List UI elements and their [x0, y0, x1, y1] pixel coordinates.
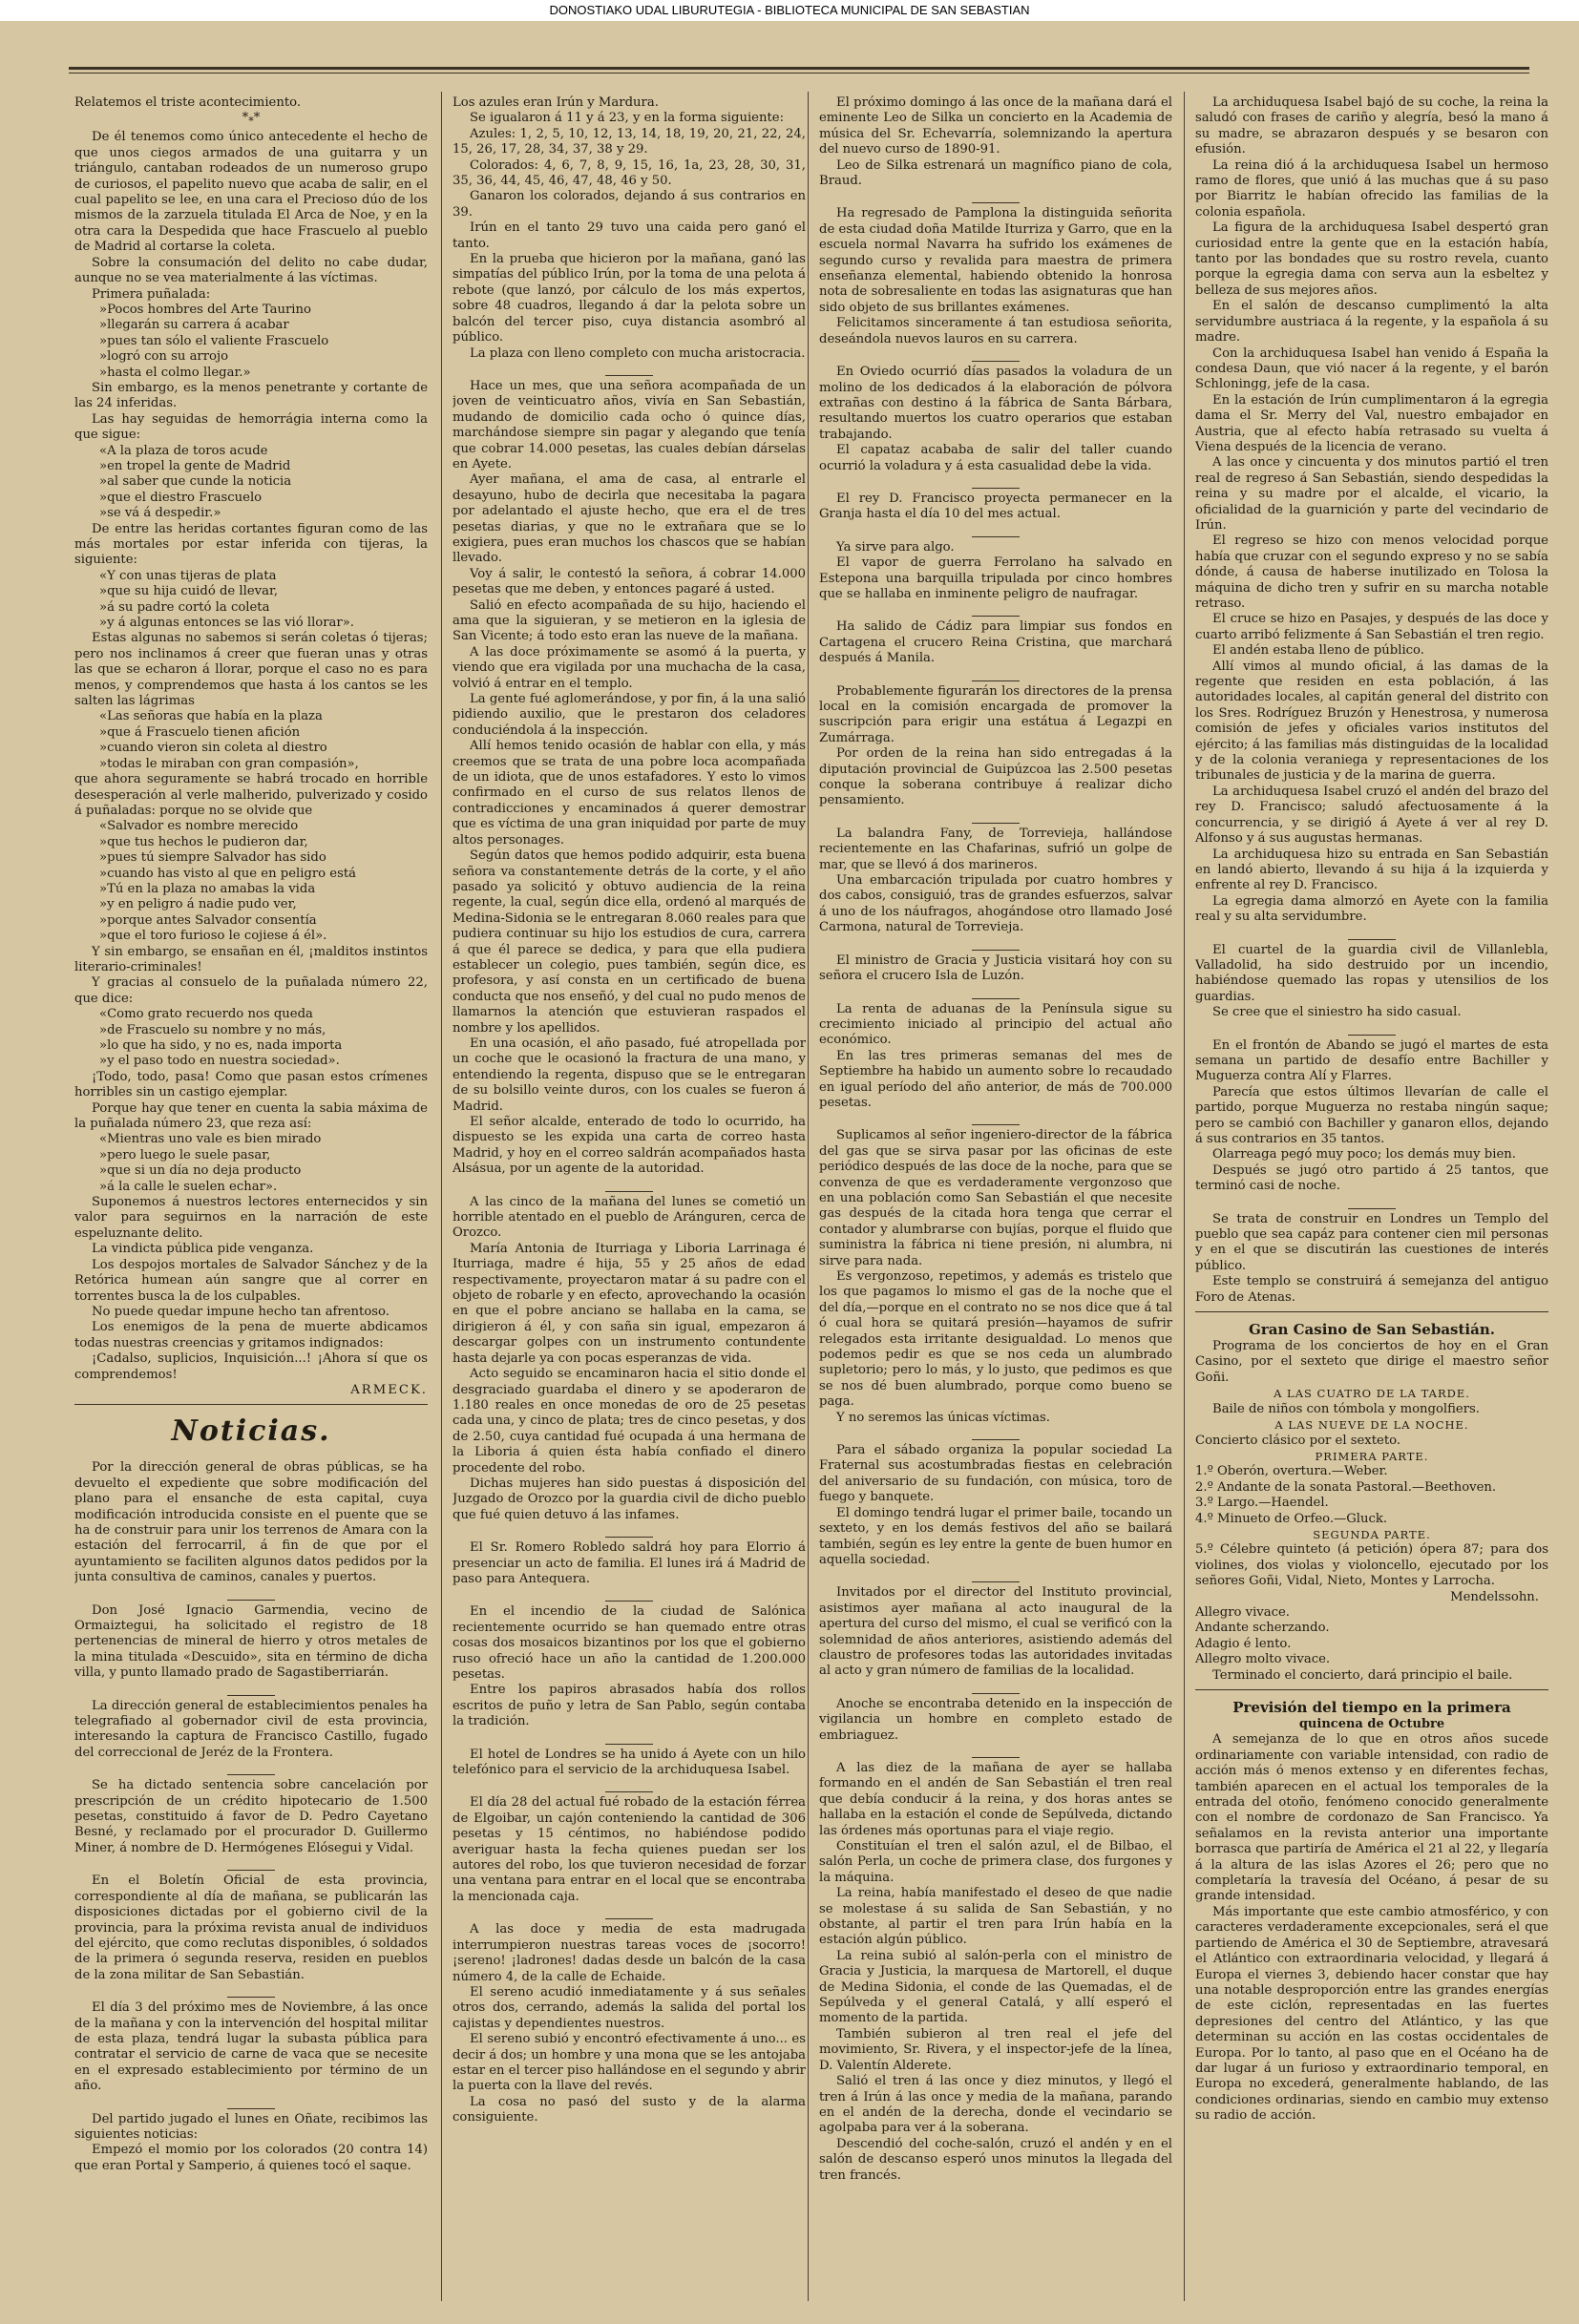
weather-title: Previsión del tiempo en la primera [1232, 1699, 1511, 1716]
paragraph: La reina dió á la archiduquesa Isabel un hermoso ramo de flores, que unió á las muchas que á su paso por Biarritz le habían ofrecido las familias de la colonia española. [1195, 157, 1548, 220]
paragraph: Salió en efecto acompañada de su hijo, haciendo el ama que la siguieran, y se metieron en la iglesia de San Vicente; á todo esto eran las nueve de la mañana. [453, 597, 806, 644]
news-item: A las diez de la mañana de ayer se hallaba formando en el andén de San Sebastián el tren real que debía conducir á la reina, y dos horas antes se hallaba en la estación el conde de Sepúlveda, dictando las órdenes más oportunas para el viaje regio. [819, 1760, 1172, 1838]
paragraph: Se cree que el siniestro ha sido casual. [1212, 1005, 1462, 1020]
separator [819, 1572, 1172, 1581]
news-item: A las doce y media de esta madrugada interrumpieron nuestras tareas voces de ¡socorro! ¡sereno! ¡ladrones! dadas desde un balcón de la casa número 4, de la calle de Echaide. [453, 1922, 806, 1984]
paragraph: Azules: 1, 2, 5, 10, 12, 13, 14, 18, 19, 20, 21, 22, 24, 15, 26, 17, 28, 34, 37, 38 y 29. [453, 126, 806, 157]
paragraph: El domingo tendrá lugar el primer baile, tocando un sexteto, y en los demás festivos del año se bailará también, según es ley entre la gente de buen humor en aquella sociedad. [819, 1505, 1172, 1567]
separator [453, 366, 806, 375]
paragraph: El señor alcalde, enterado de todo lo ocurrido, ha dispuesto se les expida una carta de correo hasta Madrid, y hoy en el correo saldrán acompañados hasta Alsásua, por un agente de la autoridad. [453, 1115, 806, 1177]
paragraph: Leo de Silka estrenará un magnífico piano de cola, Braud. [819, 157, 1172, 189]
section-rule [74, 1404, 428, 1405]
news-item: Anoche se encontraba detenido en la inspección de vigilancia un hombre en completo estado de embriaguez. [819, 1696, 1172, 1743]
paragraph: Y sin embargo, se ensañan en él, ¡malditos instintos literario-criminales! [74, 944, 428, 974]
news-item: Ha salido de Cádiz para limpiar sus fondos en Cartagena el crucero Reina Cristina, que marchará después á Manila. [819, 619, 1172, 666]
column-3 [819, 95, 1172, 2300]
paragraph: Descendió del coche-salón, cruzó el andén y en el salón de descanso esperó unos minutos la llegada del tren francés. [819, 2136, 1172, 2183]
paragraph: Salió el tren á las once y diez minutos, y llegó el tren á Irún á las once y media de la mañana, parando en el andén de la derecha, donde el vecindario se agolpaba para ver á la soberana. [819, 2074, 1172, 2136]
separator [453, 1734, 806, 1744]
paragraph: Los enemigos de la pena de muerte abdicamos todas nuestras creencias y gritamos indignados: [74, 1320, 428, 1350]
paragraph: La reina subió al salón-perla con el ministro de Gracia y Justicia, la marquesa de Martorell, el duque de Medina Sidonia, el conde de las Quemadas, el de Sepúlveda y el general Catalá, y allí esperó el momento de la partida. [819, 1948, 1172, 2026]
paragraph: Y gracias al consuelo de la puñalada número 22, que dice: [74, 975, 428, 1006]
paragraph: También subieron al tren real el jefe del movimiento, Sr. Rivera, y el inspector-jefe de la línea, D. Valentín Alderete. [819, 2026, 1172, 2073]
paragraph: La archiduquesa Isabel cruzó el andén del brazo del rey D. Francisco; saludó afectuosamente á la concurrencia, y se dirigió á Ayete á ver al rey D. Alfonso y á sus augustas hermanas. [1195, 784, 1548, 847]
paragraph: Constituían el tren el salón azul, el de Bilbao, el salón Perla, un coche de primera clase, dos furgones y la máquina. [819, 1839, 1172, 1885]
news-item: Suplicamos al señor ingeniero-director de la fábrica del gas que se sirva pasar por las oficinas de este periódico después de las doce de la noche, para que se convenza de que es verdaderamente vergonzoso que en una población como San Sebastián el que necesite gas después de la citada hora tenga que cerrar el contador y alumbrarse con bujías, porque el fluido que suministra la fábrica ni tiene presión, ni alumbra, ni sirve para nada. [819, 1128, 1172, 1268]
verse-line: »que si un día no deja producto [99, 1163, 302, 1179]
verse-line: »lo que ha sido, y no es, nada importa [99, 1038, 343, 1054]
column-divider [808, 92, 809, 2301]
paragraph: El regreso se hizo con menos velocidad porque había que cruzar con el segundo expreso y no se sabía dónde, á causa de haberse inutilizado en Tolosa la máquina de dicho tren y sufrir en su marcha notable retraso. [1195, 534, 1548, 611]
separator [819, 527, 1172, 536]
paragraph: Los azules eran Irún y Mardura. [453, 95, 659, 110]
paragraph: Este templo se construirá á semejanza del antiguo Foro de Atenas. [1195, 1274, 1548, 1305]
paragraph: Primera puñalada: [92, 286, 211, 302]
column-2 [453, 95, 806, 2300]
news-item: Se ha dictado sentencia sobre cancelación por prescripción de un crédito hipotecario de 1.500 pesetas, constituido á favor de D. Pedro Cayetano Besné, y reclamado por el procurador D. Guillermo Miner, á nombre de D. Hermógenes Elósegui y Vidal. [74, 1778, 428, 1855]
verse-line: »cuando vieron sin coleta al diestro [99, 741, 327, 756]
separator [819, 1748, 1172, 1757]
separator [819, 940, 1172, 950]
paragraph: La archiduquesa hizo su entrada en San Sebastián en landó abierto, llevando á su hija á la izquierda y enfrente al rey D. Francisco. [1195, 847, 1548, 893]
separator [453, 1182, 806, 1191]
paragraph: Baile de niños con tómbola y mongolfiers. [1212, 1401, 1480, 1416]
schedule-time: A LAS NUEVE DE LA NOCHE. [1274, 1418, 1469, 1433]
paragraph: Acto seguido se encaminaron hacia el sitio donde el desgraciado guardaba el dinero y se apoderaron de 1.180 reales en once monedas de oro de 25 pesetas cada una, y cinco de plata; tres de cinco pesetas, y dos de 2.50, cuya cantidad fué ocupada á una hermana de la Liboria á quien ésta había confiado el dinero procedente del robo. [453, 1367, 806, 1476]
movement: Adagio é lento. [1195, 1636, 1292, 1651]
paragraph: Terminado el concierto, dará principio el baile. [1212, 1667, 1513, 1683]
casino-title: Gran Casino de San Sebastián. [1249, 1321, 1495, 1339]
news-item: El día 28 del actual fué robado de la estación férrea de Elgoibar, un cajón conteniendo la cantidad de 306 pesetas y 15 céntimos, no habiéndose podido averiguar hasta la fecha quienes puedan ser los autores del robo, los que tuvieron necesidad de forzar una ventana para entrar en el local que se encontraba la mencionada caja. [453, 1795, 806, 1904]
paragraph: María Antonia de Iturriaga y Liboria Larrinaga é Iturriaga, madre é hija, 55 y 25 años de edad respectivamente, proyectaron matar á su padre con el objeto de robarle y en efecto, aprovechando la ocasión en que el pobre anciano se hallaba en la cama, se dirigieron á él, y con saña sin igual, empezaron á descargar golpes con un instrumento contundente hasta dejarle ya con pocas esperanzas de vida. [453, 1241, 806, 1366]
separator [453, 1591, 806, 1601]
separator [819, 193, 1172, 202]
paragraph: La plaza con lleno completo con mucha aristocracia. [470, 345, 806, 361]
paragraph: La figura de la archiduquesa Isabel despertó gran curiosidad entre la gente que en la estación había, tanto por las bondades que su rostro revela, cuanto porque la egregia dama con serva aun la esbeltez y belleza de sus mejores años. [1195, 220, 1548, 298]
separator [819, 671, 1172, 680]
paragraph: A las once y cincuenta y dos minutos partió el tren real de regreso á San Sebastián, siendo despedidas la reina y su madre por el alcalde, el vicario, la oficialidad de la guarnición y parte del vecindario de Irún. [1195, 455, 1548, 533]
separator [453, 1782, 806, 1791]
verse-line: »que el diestro Frascuelo [99, 490, 263, 505]
news-item: Ha regresado de Pamplona la distinguida señorita de esta ciudad doña Matilde Iturriza y Garro, que en la escuela normal Navarra ha sufrido los exámenes de segundo curso y revalida para maestra de primera enseñanza elemental, habiendo obtenido la honrosa nota de sobresaliente en todas las asignaturas que han sido objeto de sus brillantes exámenes. [819, 206, 1172, 315]
paragraph: La egregia dama almorzó en Ayete con la familia real y su alta servidumbre. [1195, 893, 1548, 925]
verse-line: »logró con su arrojo [99, 349, 229, 365]
paragraph: El cruce se hizo en Pasajes, y después de las doce y cuarto arribó felizmente á San Sebastián el tren regio. [1195, 612, 1548, 642]
paragraph: Dichas mujeres han sido puestas á disposición del Juzgado de Orozco por la guardia civil de dicho pueblo que fué quien detuvo á las infames. [453, 1476, 806, 1522]
verse-line: »cuando has visto al que en peligro está [99, 866, 357, 881]
program-item: 2.º Andante de la sonata Pastoral.—Beethoven. [1195, 1479, 1497, 1495]
program-composer: Mendelssohn. [1450, 1589, 1539, 1604]
paragraph: El sereno subió y encontró efectivamente á uno... es decir á dos; un hombre y una mona que se les antojaba estar en el tercer piso hallándose en el segundo y abrir la puerta con la llave del revés. [453, 2032, 806, 2094]
verse-line: »que á Frascuelo tienen afición [99, 724, 301, 740]
paragraph: Suponemos á nuestros lectores enternecidos y sin valor para seguirnos en la narración de este espeluznante delito. [74, 1195, 428, 1241]
verse-line: »y el paso todo en nuestra sociedad». [99, 1054, 340, 1069]
verse-line: »á la calle le suelen echar». [99, 1179, 278, 1194]
separator [819, 1115, 1172, 1124]
paragraph: Colorados: 4, 6, 7, 8, 9, 15, 16, 1a, 23, 28, 30, 31, 35, 36, 44, 45, 46, 47, 48, 46 y 50. [453, 157, 806, 189]
separator [453, 1527, 806, 1537]
paragraph: Los despojos mortales de Salvador Sánchez y de la Retórica humean aún sangre que al correr en torrentes busca la de los culpables. [74, 1257, 428, 1304]
paragraph: Allí hemos tenido ocasión de hablar con ella, y más creemos que se trata de una pobre loca acompañada de un idiota, que de unos estafadores. Y esto lo vimos confirmado en el curso de sus relatos llenos de contradicciones y encaminados á querer demostrar que es víctima de una gran iniquidad por parte de muy altos personages. [453, 739, 806, 848]
paragraph: Sin embargo, es la menos penetrante y cortante de las 24 inferidas. [74, 380, 428, 411]
verse-line: »porque antes Salvador consentía [99, 912, 317, 928]
separator [819, 1684, 1172, 1693]
column-1 [74, 95, 428, 2300]
paragraph: Las hay seguidas de hemorrágia interna como la que sigue: [74, 411, 428, 443]
paragraph: Después se jugó otro partido á 25 tantos, que terminó casi de noche. [1195, 1162, 1548, 1194]
paragraph: Más importante que este cambio atmosférico, y con caracteres verdaderamente excepcionales, será el que partiendo de América el 30 de Septiembre, atravesará el Atlántico con extraordinaria velocidad, y llegará á Europa el viernes 3, debiendo hacer constar que hay una notable desproporción entre las grandes energías de este ciclón, representadas en las fuertes depresiones del centro del Atlántico, y las que determinan su acción en las costas occidentales de Europa. Por lo tanto, al paso que en el Océano ha de dar lugar á un furioso y extraordinario temporal, en Europa no excederá, generalmente hablando, de las condiciones ordinarias, siendo en cambio muy extenso su radio de acción. [1195, 1904, 1548, 2124]
news-item: Hace un mes, que una señora acompañada de un joven de veinticuatro años, vivía en San Sebastián, mudando de domicilio cada ocho ó quince días, marchándose siempre sin pagar y alegando que tenía que cobrar 14.000 pesetas, las cuales debían dárselas en Ayete. [453, 378, 806, 471]
paragraph: Sobre la consumación del delito no cabe dudar, aunque no se vea materialmente á las víctimas. [74, 255, 428, 286]
separator [74, 1590, 428, 1600]
verse-line: »que tus hechos le pudieron dar, [99, 834, 308, 849]
paragraph: Felicitamos sinceramente á tan estudiosa señorita, deseándola nuevos lauros en su carrera. [819, 316, 1172, 346]
program-part: SEGUNDA PARTE. [1313, 1527, 1431, 1541]
news-item: Don José Ignacio Garmendia, vecino de Ormaiztegui, ha solicitado el registro de 18 pertenencias de mineral de hierro y otros metales de la mina titulada «Descuido», sita en término de dicha villa, y punto llamado prado de Sagastiberriarán. [74, 1602, 428, 1681]
paragraph: El vapor de guerra Ferrolano ha salvado en Estepona una barquilla tripulada por cinco hombres que se hallaba en inminente peligro de naufragar. [819, 555, 1172, 601]
paragraph: A las doce próximamente se asomó á la puerta, y viendo que era vigilada por una muchacha de la casa, volvió á entrar en el templo. [453, 644, 806, 691]
paragraph: Por orden de la reina han sido entregadas á la diputación provincial de Guipúzcoa las 2.500 pesetas conque la soberana contribuye á realizar dicho pensamiento. [819, 746, 1172, 808]
verse-line: »se vá á despedir.» [99, 506, 221, 521]
paragraph: Relatemos el triste acontecimiento. [74, 95, 302, 110]
program-part: PRIMERA PARTE. [1315, 1449, 1429, 1463]
paragraph: Porque hay que tener en cuenta la sabia máxima de la puñalada número 23, que reza así: [74, 1100, 428, 1132]
news-item: El hotel de Londres se ha unido á Ayete con un hilo telefónico para el servicio de la archiduquesa Isabel. [453, 1747, 806, 1778]
paragraph: En la estación de Irún cumplimentaron á la egregia dama el Sr. Merry del Val, nuestro embajador en Austria, que al efecto había retrasado su vuelta á Viena después de la licencia de verano. [1195, 392, 1548, 454]
news-item: En el incendio de la ciudad de Salónica recientemente ocurrido se han quemado entre otras cosas dos mosaicos bizantinos por los que el gobierno ruso ofreció hace un año la cantidad de 1.200.000 pesetas. [453, 1604, 806, 1682]
news-item: Para el sábado organiza la popular sociedad La Fraternal sus acostumbradas fiestas en celebración del aniversario de su fundación, con música, toro de fuego y banquete. [819, 1443, 1172, 1505]
verse-line: «Salvador es nombre merecido [99, 819, 299, 834]
paragraph: ¡Todo, todo, pasa! Como que pasan estos crímenes horribles sin un castigo ejemplar. [74, 1069, 428, 1100]
paragraph: Ganaron los colorados, dejando á sus contrarios en 39. [453, 189, 806, 220]
news-item: Por la dirección general de obras públicas, se ha devuelto el expediente que sobre modificación del plano para el ensanche de esta capital, cuya modificación introducida consiste en el puente que se ha de construir para unir los terrenos de Amara con la estación del ferrocarril, á fin de que por el ayuntamiento se faciliten algunos datos pedidos por la junta consultiva de caminos, canales y puertos. [74, 1460, 428, 1585]
paragraph: La cosa no pasó del susto y de la alarma consiguiente. [453, 2094, 806, 2125]
paragraph: Una embarcación tripulada por cuatro hombres y dos cabos, consiguió, tras de grandes esfuerzos, salvar á uno de los náufragos, ahogándose otro llamado José Carmona, natural de Torrevieja. [819, 873, 1172, 935]
library-header: DONOSTIAKO UDAL LIBURUTEGIA - BIBLIOTECA MUNICIPAL DE SAN SEBASTIAN [0, 0, 1579, 21]
paragraph: En las tres primeras semanas del mes de Septiembre ha habido un aumento sobre lo recaudado en igual período del año anterior, de más de 700.000 pesetas. [819, 1048, 1172, 1110]
program-item: 3.º Largo.—Haendel. [1195, 1496, 1329, 1511]
paragraph: Irún en el tanto 29 tuvo una caida pero ganó el tanto. [453, 220, 806, 251]
separator [453, 1909, 806, 1918]
verse-line: »al saber que cunde la noticia [99, 474, 292, 490]
news-item: Ya sirve para algo. [836, 539, 955, 555]
verse-line: «Mientras uno vale es bien mirado [99, 1132, 322, 1147]
news-item: Empezó el momio por los colorados (20 contra 14) que eran Portal y Samperio, á quienes tocó el saque. [74, 2143, 428, 2173]
paragraph: El capataz acababa de salir del taller cuando ocurrió la voladura y á esta casualidad debe la vida. [819, 443, 1172, 473]
separator [819, 351, 1172, 361]
verse-line: »que el toro furioso le cojiese á él». [99, 929, 327, 944]
paragraph: En la prueba que hicieron por la mañana, ganó las simpatías del público Irún, por la toma de una pelota á rebote (que lanzó, por cálculo de los más expertos, sobre 48 cuadros, llegando á dar la pelota sobre un balcón del tercer piso, cuya distancia asombró al público. [453, 252, 806, 345]
program-item: 1.º Oberón, overtura.—Weber. [1195, 1464, 1388, 1479]
paragraph: De él tenemos como único antecedente el hecho de que unos ciegos armados de una guitarra y un triángulo, cantaban rodeados de un numeroso grupo de curiosos, el papelito nuevo que acaba de salir, en el cual papelito se lee, en una cara el Precioso dúo de los mismos de la zarzuela titulada El Arca de Noe, y en la otra cara la Despedida que hace Frascuelo al pueblo de Madrid al cortarse la coleta. [74, 130, 428, 255]
news-item: En el frontón de Abando se jugó el martes de esta semana un partido de desafío entre Bachiller y Muguerza contra Alí y Flarres. [1195, 1037, 1548, 1084]
paragraph: De entre las heridas cortantes figuran como de las más mortales por estar inferida con tijeras, la siguiente: [74, 521, 428, 568]
news-item: En Oviedo ocurrió días pasados la voladura de un molino de los dedicados á la elaboración de pólvora extrañas con destino á la fábrica de Santa Bárbara, resultando muertos los cuatro operarios que estaban trabajando. [819, 365, 1172, 442]
program-item: 4.º Minueto de Orfeo.—Gluck. [1195, 1511, 1388, 1526]
paragraph: No puede quedar impune hecho tan afrentoso. [92, 1304, 389, 1319]
verse-line: «Y con unas tijeras de plata [99, 568, 277, 583]
paragraph: Se igualaron á 11 y á 23, y en la forma siguiente: [470, 111, 785, 126]
paragraph: que ahora seguramente se habrá trocado en horrible desesperación al verle malherido, pulverizado y cosido á puñaladas: porque no se olvide que [74, 772, 428, 818]
news-item: Probablemente figurarán los directores de la prensa local en la comisión encargada de promover la suscripción para erigir una estátua á Legazpi en Zumárraga. [819, 683, 1172, 745]
paragraph: Allí vimos al mundo oficial, á las damas de la regente que residen en esta población, á las autoridades locales, al capitán general del distrito con los Sres. Rodríguez Bruzón y Henestrosa, y numerosa comisión de jefes y oficiales varios institutos del ejército; á las familias más distinguidas de la localidad y de la colonia veraniega y representaciones de los tribunales de justicia y de la marina de guerra. [1195, 659, 1548, 784]
verse-line: »hasta el colmo llegar.» [99, 365, 251, 380]
verse-line: »en tropel la gente de Madrid [99, 458, 291, 473]
verse-line: »á su padre cortó la coleta [99, 599, 270, 615]
paragraph: Y no seremos las únicas víctimas. [836, 1410, 1050, 1425]
separator [819, 478, 1172, 488]
separator [1195, 1199, 1548, 1208]
paragraph: Según datos que hemos podido adquirir, esta buena señora va constantemente detrás de la corte, y el año pasado ya solicitó y obtuvo audiencia de la reina regente, la cual, según dice ella, ordenó al marqués de Medina-Sidonia se le entregaran 8.060 reales para que pudiera continuar su hijo los estudios de cura, carrera á que él parece se dedica, y para que ella pudiera establecer un colegio, pues también, según dice, es profesora, y así consta en un certificado de buena conducta que nos enseñó, y del cual no pudo menos de llamarnos la atención que estuvieran raspados el nombre y los apellidos. [453, 848, 806, 1036]
verse-line: »y á algunas entonces se las vió llorar». [99, 616, 354, 631]
separator [74, 2099, 428, 2108]
verse-line: »de Frascuelo su nombre y no más, [99, 1022, 326, 1037]
paragraph: En una ocasión, el año pasado, fué atropellada por un coche que le ocasionó la fractura de una mano, y entendiendo la regenta, dispuso que se le entregaran de su bolsillo veinte duros, con los cuales se fueron á Madrid. [453, 1036, 806, 1114]
news-item: A las cinco de la mañana del lunes se cometió un horrible atentado en el pueblo de Aránguren, cerca de Orozco. [453, 1194, 806, 1241]
separator [74, 1860, 428, 1870]
separator [74, 1685, 428, 1695]
column-4 [1195, 95, 1548, 2300]
paragraph: Es vergonzoso, repetimos, y además es tristelo que los que pagamos lo mismo el gas de la noche que el del día,—porque en el contrato no se nos dice que á tal ó cual hora se quitará presión—hayamos de sufrir relegados esta irritante desigualdad. Lo menos que podemos pedir es que se nos ceda un alumbrado supletorio; pero lo más, y lo justo, que pedimos es que se nos dé buen alumbrado, porque como bueno se paga. [819, 1269, 1172, 1410]
verse-line: »Tú en la plaza no amabas la vida [99, 881, 316, 896]
news-item: En el Boletín Oficial de esta provincia, correspondiente al día de mañana, se publicarán las disposiciones dictadas por el gobierno civil de la provincia, para la próxima revista anual de individuos del ejército, que como reclutas disponibles, ó soldados de la primera ó segunda reserva, residen en pueblos de la zona militar de San Sebastián. [74, 1874, 428, 1982]
section-rule [1195, 1311, 1548, 1312]
section-title-noticias: Noticias. [171, 1414, 331, 1449]
separator [819, 1430, 1172, 1439]
verse-line: »todas le miraban con gran compasión», [99, 756, 359, 771]
verse-line: »pues tú siempre Salvador has sido [99, 850, 326, 866]
movement: Allegro molto vivace. [1195, 1652, 1331, 1667]
paragraph: La gente fué aglomerándose, y por fin, á la una salió pidiendo auxilio, que le prestaron dos celadores conduciéndola á la inspección. [453, 692, 806, 738]
paragraph: A semejanza de lo que en otros años sucede ordinariamente con variable intensidad, con radio de acción más ó menos extenso y en diferentes fechas, también aparecen en el actual los temporales de la entrada del otoño, fenómeno conocido generalmente con el nombre de cordonazo de San Francisco. Ya señalamos en la revista anterior una importante borrasca que partiría de América el 21 al 22, y llegaría á la altura de las islas Azores el 26; pero que no completaría la travesía del Océano, á pesar de su grande intensidad. [1195, 1732, 1548, 1904]
paragraph: Concierto clásico por el sexteto. [1195, 1433, 1401, 1448]
news-item: El día 3 del próximo mes de Noviembre, á las once de la mañana y con la intervención del hospital militar de esta plaza, tendrá lugar la subasta pública para contratar el servicio de carne de vaca que se necesite en el expresado establecimiento por término de un año. [74, 2000, 428, 2094]
news-item: El ministro de Gracia y Justicia visitará hoy con su señora el crucero Isla de Luzón. [819, 953, 1172, 984]
paragraph: ¡Cadalso, suplicios, Inquisición...! ¡Ahora sí que os comprendemos! [74, 1351, 428, 1382]
paragraph: La reina, había manifestado el deseo de que nadie se molestase á su salida de San Sebastián, y no obstante, al partir el tren para Irún había en la estación algún público. [819, 1886, 1172, 1948]
verse-line: «Como grato recuerdo nos queda [99, 1007, 313, 1022]
separator [1195, 930, 1548, 939]
asterism: $*_**$ [242, 111, 261, 129]
column-divider [441, 92, 442, 2301]
news-item: Se trata de construir en Londres un Templo del pueblo que sea capáz para contener cien mil personas y en el que se discutirán las cuestiones de interés público. [1195, 1211, 1548, 1273]
movement: Andante scherzando. [1195, 1621, 1330, 1636]
paragraph: El sereno acudió inmediatamente y á sus señales otros dos, cerrando, además la salida del portal los cajistas y dependientes nuestros. [453, 1984, 806, 2031]
separator [74, 1765, 428, 1774]
news-item: Invitados por el director del Instituto provincial, asistimos ayer mañana al acto inaugural de la apertura del curso del mismo, el cual se verificó con la solemnidad de años anteriores, asistiendo además del claustro de profesores todas las autoridades invitadas al acto y gran número de familias de la localidad. [819, 1585, 1172, 1679]
paragraph: Entre los papiros abrasados había dos rollos escritos de puño y letra de San Pablo, según contaba la tradición. [453, 1683, 806, 1729]
paragraph: La vindicta pública pide venganza. [92, 1242, 314, 1257]
news-item: El Sr. Romero Robledo saldrá hoy para Elorrio á presenciar un acto de familia. El lunes irá á Madrid de paso para Antequera. [453, 1540, 806, 1586]
paragraph: Olarreaga pegó muy poco; los demás muy bien. [1212, 1147, 1516, 1162]
top-rule [69, 67, 1529, 70]
paragraph: La archiduquesa Isabel bajó de su coche, la reina la saludó con frases de cariño y alegría, besó la mano á su madre, se abrazaron después y se besaron con efusión. [1195, 95, 1548, 157]
verse-line: »llegarán su carrera á acabar [99, 318, 289, 333]
verse-line: »pues tan sólo el valiente Frascuelo [99, 333, 329, 348]
paragraph: Programa de los conciertos de hoy en el Gran Casino, por el sexteto que dirige el maestro señor Goñi. [1195, 1339, 1548, 1385]
section-rule [1195, 1689, 1548, 1690]
paragraph: Con la archiduquesa Isabel han venido á España la condesa Daun, que vió nacer á la regente, y el barón Schloningg, jefe de la casa. [1195, 345, 1548, 392]
verse-line: «A la plaza de toros acude [99, 443, 268, 458]
news-item: La dirección general de establecimientos penales ha telegrafiado al gobernador civil de esta provincia, interesando la captura de Francisco Castillo, fugado del correccional de Jeréz de la Frontera. [74, 1698, 428, 1760]
movement: Allegro vivace. [1195, 1604, 1291, 1620]
paragraph: Parecía que estos últimos llevarían de calle el partido, porque Muguerza no restaba ningún saque; pero se cambió con Bachiller y ganaron ellos, dejando á sus contrarios en 35 tantos. [1195, 1084, 1548, 1146]
news-item: El cuartel de la guardia civil de Villanlebla, Valladolid, ha sido destruido por un incendio, habiéndose quemado las ropas y utensilios de los guardias. [1195, 942, 1548, 1004]
schedule-time: A LAS CUATRO DE LA TARDE. [1274, 1387, 1470, 1401]
paragraph: Ayer mañana, el ama de casa, al entrarle el desayuno, hubo de decirla que necesitaba la pagara por adelantado el ajuste hecho, que era el de tres pesetas diarias, y que no le extrañara que se lo exigiera, pues eran muchos los chascos que se habían llevado. [453, 472, 806, 566]
paragraph: Voy á salir, le contestó la señora, á cobrar 14.000 pesetas que me deben, y entonces pagaré á usted. [453, 566, 806, 597]
news-item: El rey D. Francisco proyecta permanecer en la Granja hasta el día 10 del mes actual. [819, 491, 1172, 522]
verse-line: »pero luego le suele pasar, [99, 1147, 271, 1162]
separator [819, 813, 1172, 823]
separator [819, 606, 1172, 616]
verse-line: »que su hija cuidó de llevar, [99, 584, 279, 599]
paragraph: El andén estaba lleno de público. [1212, 643, 1424, 659]
author-signature: ARMECK. [350, 1382, 428, 1397]
weather-subtitle: quincena de Octubre [1298, 1717, 1445, 1731]
verse-line: «Las señoras que había en la plaza [99, 709, 323, 724]
news-item: Del partido jugado el lunes en Oñate, recibimos las siguientes noticias: [74, 2111, 428, 2142]
column-divider [1184, 92, 1185, 2301]
separator [1195, 1025, 1548, 1035]
verse-line: »y en peligro á nadie pudo ver, [99, 897, 297, 912]
separator [819, 989, 1172, 998]
news-item: El próximo domingo á las once de la mañana dará el eminente Leo de Silka un concierto en la Academia de música del Sr. Echevarría, solemnizando la apertura del nuevo curso de 1890-91. [819, 95, 1172, 157]
separator [74, 1987, 428, 1997]
paragraph: En el salón de descanso cumplimentó la alta servidumbre austriaca á la regente, y la española á su madre. [1195, 299, 1548, 345]
paragraph: Estas algunas no sabemos si serán coletas ó tijeras; pero nos inclinamos á creer que fueran unas y otras las que se echaron á llorar, porque el caso no es para menos, y comprendemos que hasta á los cantos se les salten las lágrimas [74, 631, 428, 709]
news-item: La renta de aduanas de la Península sigue su crecimiento iniciado al principio del actual año económico. [819, 1001, 1172, 1048]
verse-line: »Pocos hombres del Arte Taurino [99, 302, 311, 317]
news-item: La balandra Fany, de Torrevieja, hallándose recientemente en las Chafarinas, sufrió un golpe de mar, que se llevó á dos marineros. [819, 826, 1172, 872]
program-item: 5.º Célebre quinteto (á petición) ópera 87; para dos violines, dos violas y violoncello, ejecutado por los señores Goñi, Vidal, Nieto, Montes y Larrocha. [1195, 1542, 1548, 1589]
